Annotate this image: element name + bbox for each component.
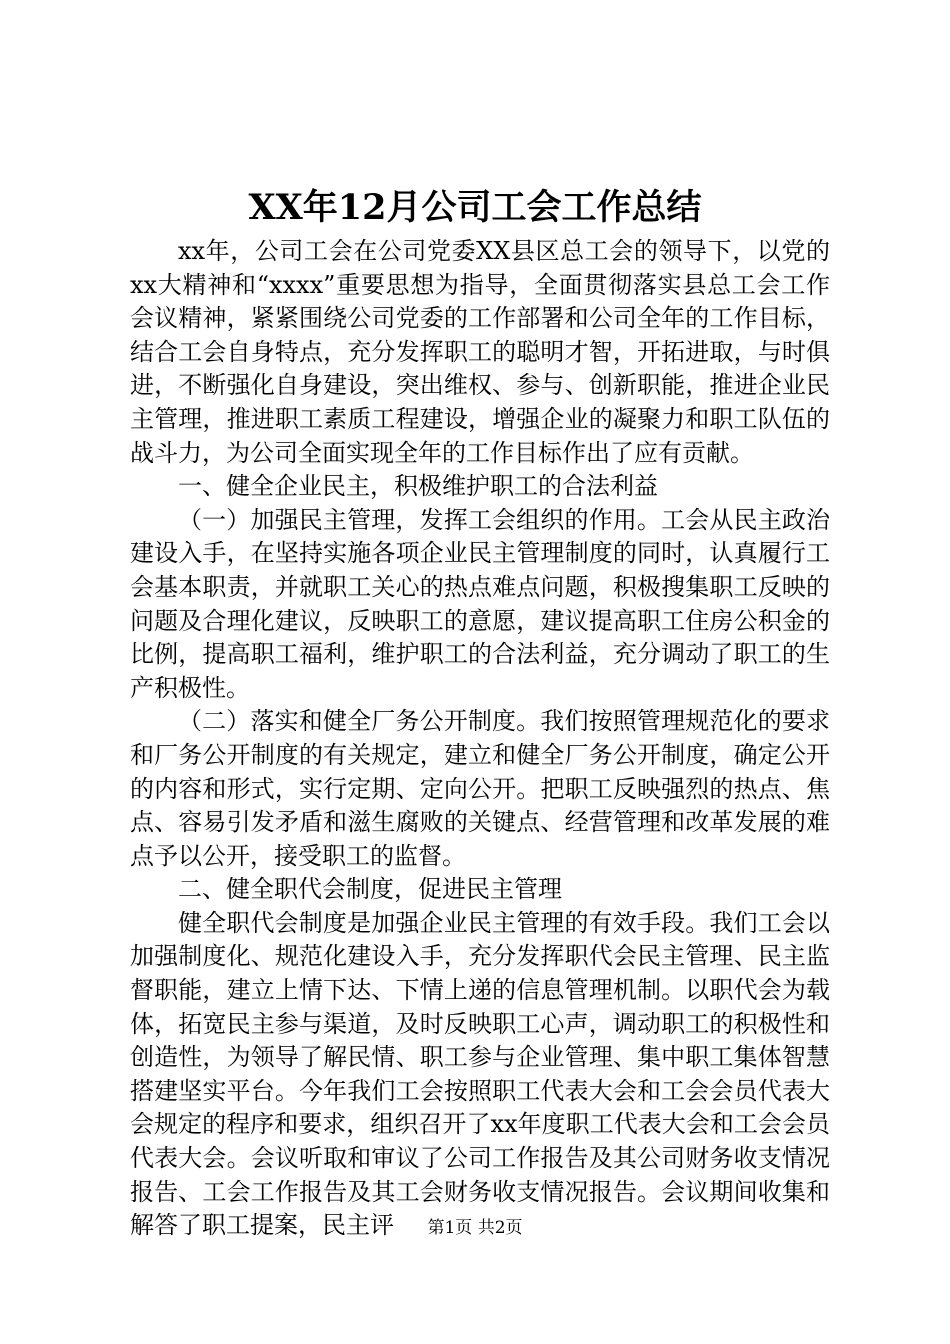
paragraph-intro: xx年，公司工会在公司党委XX县区总工会的领导下，以党的xx大精神和“xxxx”重要思想为指导，全面贯彻落实县总工会工作会议精神，紧紧围绕公司党委的工作部署和公司全年的工作目标，结合工会自身特点，充分发挥职工的聪明才智，开拓进取，与时俱进，不断强化自身建设，突出维权、参与、创新职能，推进企业民主管理，推进职工素质工程建设，增强企业的凝聚力和职工队伍的战斗力，为公司全面实现全年的工作目标作出了应有贡献。 (130, 237, 830, 467)
section-heading-2: 二、健全职代会制度，促进民主管理 (178, 875, 562, 904)
section-heading-1: 一、健全企业民主，积极维护职工的合法利益 (178, 472, 658, 501)
paragraph-democratic-management: （一）加强民主管理，发挥工会组织的作用。工会从民主政治建设入手，在坚持实施各项企业民主管理制度的同时，认真履行工会基本职责，并就职工关心的热点难点问题，积极搜集职工反映的问题及合理化建议，反映职工的意愿，建议提高职工住房公积金的比例，提高职工福利，维护职工的合法利益，充分调动了职工的生产积极性。 (130, 505, 830, 702)
page-footer: 第1页 共2页 (427, 1218, 523, 1238)
paragraph-workers-congress: 健全职代会制度是加强企业民主管理的有效手段。我们工会以加强制度化、规范化建设入手，充分发挥职代会民主管理、民主监督职能，建立上情下达、下情上递的信息管理机制。以职代会为载体，拓宽民主参与渠道，及时反映职工心声，调动职工的积极性和创造性，为领导了解民情、职工参与企业管理、集中职工集体智慧搭建坚实平台。今年我们工会按照职工代表大会和工会会员代表大会规定的程序和要求，组织召开了xx年度职工代表大会和工会会员代表大会。会议听取和审议了公司工作报告及其公司财务收支情况报告、工会工作报告及其工会财务收支情况报告。会议期间收集和解答了职工提案，民主评 (130, 908, 830, 1240)
document-title: XX年12月公司工会工作总结 (248, 187, 702, 228)
document-body (130, 235, 830, 1243)
paragraph-factory-affairs: （二）落实和健全厂务公开制度。我们按照管理规范化的要求和厂务公开制度的有关规定，建立和健全厂务公开制度，确定公开的内容和形式，实行定期、定向公开。把职工反映强烈的热点、焦点、容易引发矛盾和滋生腐败的关键点、经营管理和改革发展的难点予以公开，接受职工的监督。 (130, 707, 830, 870)
